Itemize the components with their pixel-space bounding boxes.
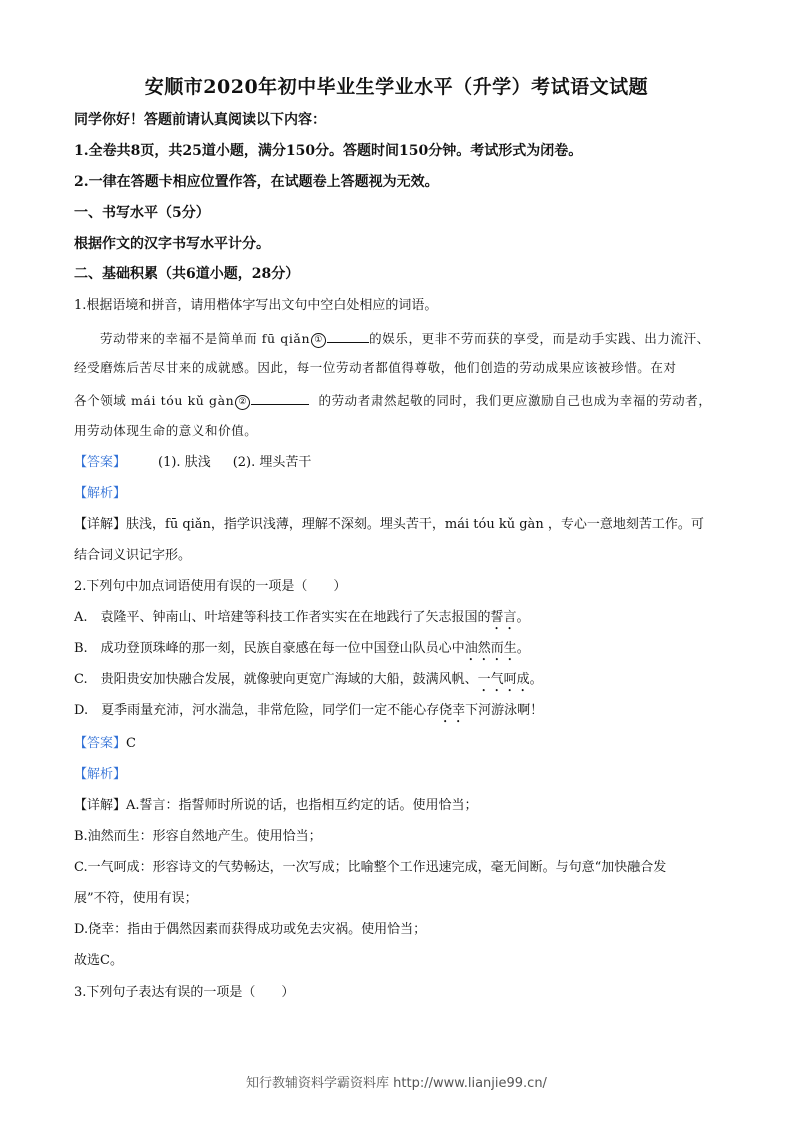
q2-answer-tag: 【答案】 <box>74 736 127 751</box>
q2-option-a-dotted-word: 誓言 <box>490 610 517 625</box>
q2-option-a-end: 。 <box>516 610 530 625</box>
section-1-heading: 一、书写水平（5分） <box>74 205 210 221</box>
q1-detail-line-2: 结合词义识记字形。 <box>74 548 192 563</box>
q2-option-d-text: D. 夏季雨量充沛，河水湍急，非常危险，同学们一定不能心存 <box>74 703 440 718</box>
q1-answer-1: (1). 肤浅 <box>158 455 211 470</box>
q1-answer-2: (2). 埋头苦干 <box>232 455 312 470</box>
q2-detail-a <box>74 798 478 814</box>
page-footer: 知行教辅资料学霸资料库 http://www.lianjie99.cn/ <box>246 1076 547 1091</box>
q1-passage-line-4: 用劳动体现生命的意义和价值。 <box>74 423 258 438</box>
q1-detail-tag: 【详解】 <box>74 517 127 532</box>
q1-answer-row <box>74 455 311 471</box>
q2-analysis-tag: 【解析】 <box>74 767 127 782</box>
q1-answer-tag: 【答案】 <box>74 455 127 470</box>
q2-option-b <box>74 641 530 664</box>
q2-option-d <box>74 703 543 726</box>
notice-greeting: 同学你好！答题前请认真阅读以下内容： <box>74 112 326 128</box>
q1-text-1b: 的娱乐，更非不劳而获的享受，而是动手实践、出力流汗、 <box>369 331 710 346</box>
q2-option-d-end: 下河游泳啊！ <box>465 703 544 718</box>
q1-detail-text: 肤浅，fū qiǎn，指学识浅薄，理解不深刻。埋头苦干，mái tóu kǔ gàn ，专心一意地刻苦工作。可 <box>126 517 704 532</box>
q1-blank-2[interactable] <box>251 392 309 405</box>
page-title: 安顺市2020年初中毕业生学业水平（升学）考试语文试题 <box>144 76 649 98</box>
q1-text-3b: 的劳动者肃然起敬的同时，我们更应激励自己也成为幸福的劳动者， <box>318 393 712 408</box>
notice-rule-2: 2.一律在答题卡相应位置作答，在试题卷上答题视为无效。 <box>74 174 439 190</box>
q2-option-d-dotted-word: 侥幸 <box>439 703 466 718</box>
q2-option-b-dotted-word: 油然而生 <box>464 641 517 656</box>
q1-text-3a: 各个领域 mái tóu kǔ gàn <box>74 393 235 408</box>
q2-answer-row <box>74 736 136 752</box>
q2-answer: C <box>126 736 136 751</box>
q2-detail-c-line-1: C.一气呵成：形容诗文的气势畅达，一次写成；比喻整个工作迅速完成，毫无间断。与句意“加快融合发 <box>74 860 667 875</box>
q2-stem: 2.下列句中加点词语使用有误的一项是（ ） <box>74 579 347 594</box>
q2-option-c <box>74 672 543 695</box>
q1-passage-line-1 <box>100 330 710 348</box>
q2-conclusion: 故选C。 <box>74 953 123 968</box>
q1-mark-2: ② <box>235 395 250 410</box>
q1-stem: 1.根据语境和拼音，请用楷体字写出文句中空白处相应的词语。 <box>74 298 438 313</box>
q1-text-1a: 劳动带来的幸福不是简单而 fū qiǎn <box>100 331 311 346</box>
q2-detail-c-line-2: 展”不符，使用有误； <box>74 891 198 906</box>
notice-rule-1: 1.全卷共8页，共25道小题，满分150分。答题时间150分钟。考试形式为闭卷。 <box>74 143 583 159</box>
q2-detail-d: D.侥幸：指由于偶然因素而获得成功或免去灾祸。使用恰当； <box>74 922 427 937</box>
q1-passage-line-3 <box>74 392 712 410</box>
section-2-heading: 二、基础积累（共6道小题，28分） <box>74 266 300 282</box>
q2-option-c-text: C. 贵阳贵安加快融合发展，就像驶向更宽广海域的大船，鼓满风帆、 <box>74 672 478 687</box>
q1-detail-line-1 <box>74 517 704 533</box>
q2-option-c-dotted-word: 一气呵成 <box>477 672 530 687</box>
q2-detail-b: B.油然而生：形容自然地产生。使用恰当； <box>74 829 322 844</box>
q2-option-c-end: 。 <box>529 672 543 687</box>
q1-analysis-tag: 【解析】 <box>74 486 127 501</box>
q2-option-b-end: 。 <box>516 641 530 656</box>
q2-detail-tag: 【详解】 <box>74 798 127 813</box>
q1-mark-1: ① <box>311 333 326 348</box>
q2-option-a-text: A. 袁隆平、钟南山、叶培建等科技工作者实实在在地践行了矢志报国的 <box>74 610 491 625</box>
q1-passage-line-2: 经受磨炼后苦尽甘来的成就感。因此，每一位劳动者都值得尊敬，他们创造的劳动成果应该被珍惜。在对 <box>74 360 677 375</box>
q1-blank-1[interactable] <box>327 330 369 343</box>
q2-detail-a-text: A.誓言：指誓师时所说的话，也指相互约定的话。使用恰当； <box>126 798 478 813</box>
q2-option-b-text: B. 成功登顶珠峰的那一刻，民族自豪感在每一位中国登山队员心中 <box>74 641 465 656</box>
q3-stem: 3.下列句子表达有误的一项是（ ） <box>74 985 295 1000</box>
section-1-desc: 根据作文的汉字书写水平计分。 <box>74 236 270 252</box>
q2-option-a <box>74 610 530 633</box>
